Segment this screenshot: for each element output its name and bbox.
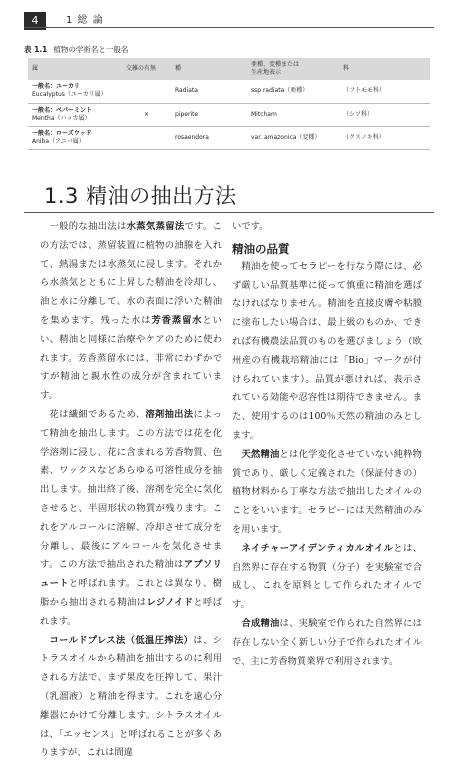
paragraph: いです。 <box>232 221 269 232</box>
table-cell-hybrid: × <box>122 103 171 126</box>
bold-term: 合成精油 <box>241 617 280 629</box>
paragraph: 精油を使ってセラピーを行なう際には、必ず厳しい品質基準に従って慎重に精油を選ばなければなりません。精油を直接皮膚や粘膜に塗布したい場合は、最上級のものか、できれば有機農法品質のものを選びましょう（欧州産の有機栽培精油には「Bio」マークが付けられています）。品質が悪ければ、表示されている効能や忍容性は期待できません。また、使用するのは100％天然の精油のみとします。 <box>232 260 422 441</box>
table-cell-genus <box>28 80 122 103</box>
table-caption <box>24 44 128 55</box>
table-header-row <box>28 58 430 80</box>
page-number: 4 <box>24 12 46 30</box>
bold-term: コールドプレス法（低温圧搾法） <box>49 634 194 646</box>
common-name: 一般名：ペパーミント <box>32 106 93 114</box>
bold-term: アブソリュート <box>40 559 222 590</box>
bold-term: 天然精油 <box>241 448 280 460</box>
table-row <box>28 126 430 149</box>
plant-name-table <box>28 58 430 150</box>
bold-term: ネイチャーアイデンティカルオイル <box>241 542 394 554</box>
table-cell-species: piperite <box>171 103 247 126</box>
text-run: 花は繊細であるため、 <box>49 408 146 420</box>
common-name: 一般名：ローズウッド <box>32 129 92 137</box>
text-run: は、実験室で作られた自然界には存在しない全く新しい分子で作られたオイルで、主に芳香物質業界で利用されます。 <box>232 617 422 667</box>
bold-term: レジノイド <box>146 596 194 608</box>
table-cell-subspecies: Mitcham <box>247 103 339 126</box>
text-run: とは、自然界に存在する物質（分子）を実験室で合成し、これを原料として作られたオイルです。 <box>232 542 422 611</box>
genus-name: Eucalyptus（ユーカリ属） <box>32 91 107 99</box>
paragraph <box>232 615 422 671</box>
text-run: は、シトラスオイルから精油を抽出するのに利用される方法で、まず果皮を圧搾して、果汁（乳溜液）と精油を得ます。これを遠心分離器にかけて分離します。シトラスオイルは、「エッセンス」と呼ばれることが多くありますが、これは間違 <box>40 634 222 759</box>
table-cell-family: （シソ科） <box>339 103 430 126</box>
table-cell-hybrid <box>122 126 171 149</box>
header-rule <box>24 27 434 28</box>
paragraph <box>232 540 422 615</box>
bold-term: 溶剤抽出法 <box>145 408 194 420</box>
genus-name: Aniba（アニバ属） <box>32 137 85 145</box>
table-header-cell: 属 <box>28 58 122 80</box>
table-header-cell: 科 <box>339 58 430 80</box>
table-header-cell: 交雑の有無 <box>122 58 171 80</box>
table-cell-hybrid <box>122 80 171 103</box>
text-run: です。この方法では、蒸留装置に植物の油腺を入れて、熱湯または水蒸気に浸します。それから水蒸気とともに上昇した精油を冷却し、油と水に分離して、水の表面に浮いた精油を集めます。残った水は <box>40 221 222 326</box>
text-run: と呼ばれます。これとは異なり、樹脂から抽出される精油は <box>40 578 222 608</box>
bold-term: 水蒸気蒸留法 <box>126 221 185 232</box>
paragraph <box>40 218 222 406</box>
genus-name: Mentha（ハッカ属） <box>32 114 91 122</box>
running-head: 1 総 論 <box>66 15 104 26</box>
common-name: 一般名：ユーカリ <box>32 83 80 91</box>
bold-term: 芳香蒸留水 <box>151 314 203 326</box>
text-run: 一般的な抽出法は <box>49 221 127 232</box>
text-run: と呼ばれます。 <box>40 596 222 627</box>
paragraph <box>232 446 422 540</box>
table-row <box>28 103 430 126</box>
table-caption-label: 表 1.1 <box>24 45 48 54</box>
table-row <box>28 80 430 103</box>
section-title: 1.3 精油の抽出方法 <box>44 184 237 208</box>
right-column <box>232 218 422 671</box>
table-cell-family: （クスノキ科） <box>339 126 430 149</box>
table-cell-genus <box>28 126 122 149</box>
table-cell-genus <box>28 103 122 126</box>
table-cell-species: Radiata <box>171 80 247 103</box>
table-header-cell: 亜種、変種または 生産地表示 <box>247 58 339 80</box>
table-cell-family: （フトモモ科） <box>339 80 430 103</box>
table-header-cell: 種 <box>171 58 247 80</box>
paragraph <box>40 406 222 632</box>
subsection-heading: 精油の品質 <box>232 241 290 256</box>
paragraph <box>40 632 222 763</box>
page-header <box>0 9 458 29</box>
text-run: といい、精油と同様に治療やケアのために使われます。芳香蒸留水には、非常にわずかですが精油と親水性の成分が含まれています。 <box>40 314 222 402</box>
text-run: とは化学変化させていない純粋物質であり、厳しく定義された（保証付きの）植物材料から丁寧な方法で抽出したオイルのことをいいます。セラピーには天然精油のみを用います。 <box>232 448 422 535</box>
table-caption-text: 植物の学術名と一般名 <box>53 45 129 54</box>
text-run: によって精油を抽出します。この方法では花を化学溶剤に浸し、花に含まれる芳香物質、色素、ワックスなどあらゆる可溶性成分を抽出します。抽出終了後、溶剤を完全に気化させると、半固形状の物質が残ります。これをアルコールに溶解、冷却させて成分を分離し、最後にアルコールを気化させます。この方法で抽出された精油は <box>40 408 222 571</box>
table-cell-species: rosaendora <box>171 126 247 149</box>
table-cell-subspecies: var. amazonica（変種） <box>247 126 339 149</box>
table-cell-subspecies: ssp radiata（亜種） <box>247 80 339 103</box>
section-title-rule <box>24 212 434 213</box>
left-column <box>40 218 222 763</box>
